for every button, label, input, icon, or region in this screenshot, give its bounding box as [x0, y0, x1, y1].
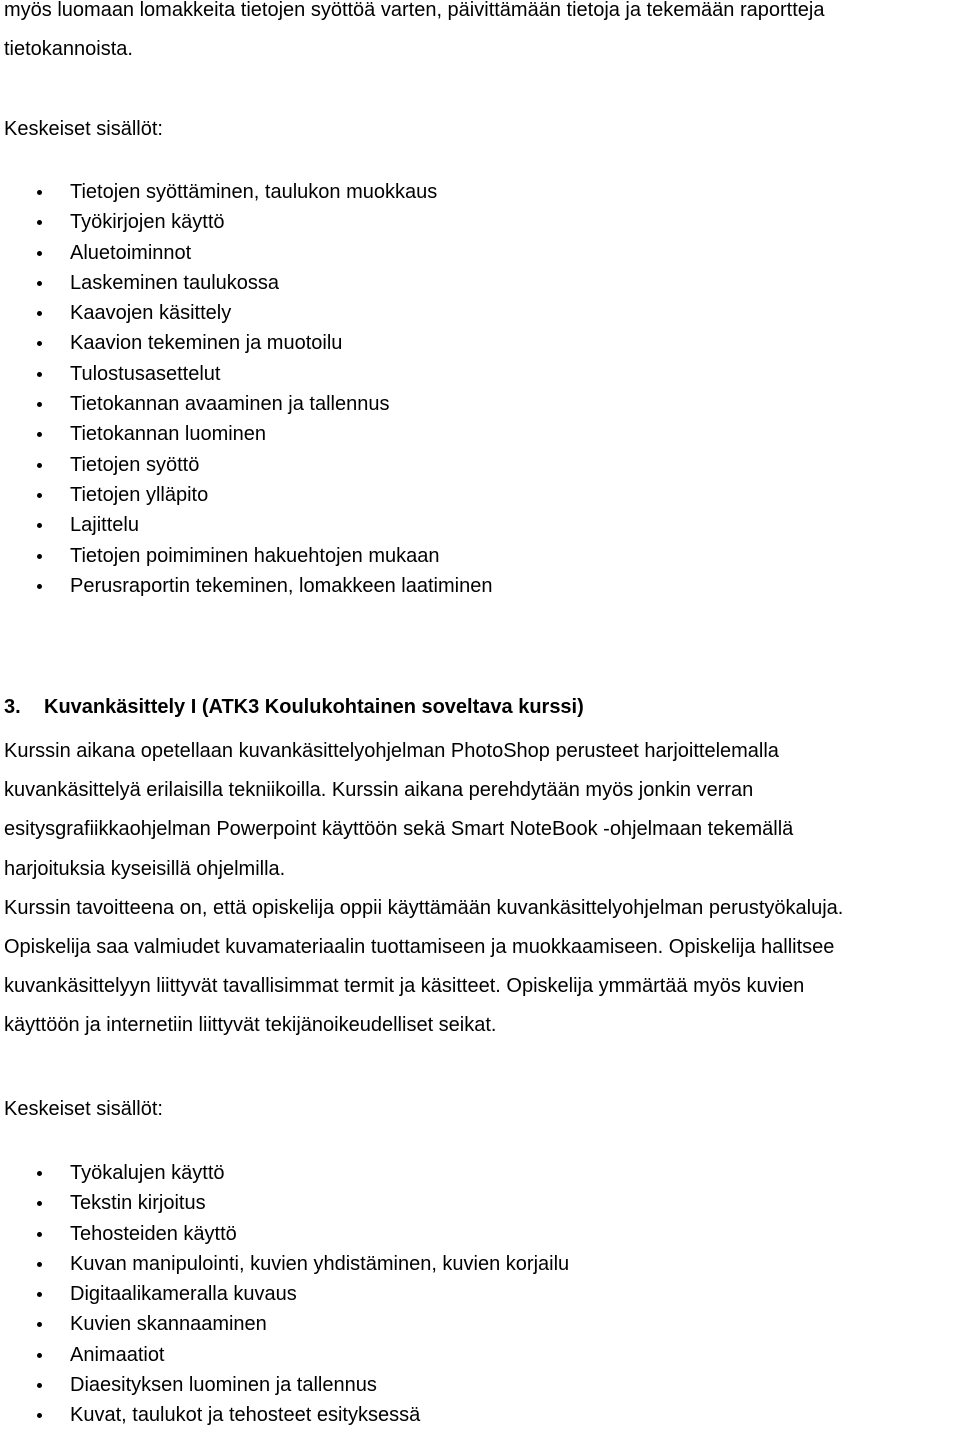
list-item	[0, 1309, 569, 1339]
list-item-text: Tulostusasettelut	[70, 362, 221, 385]
bullet-icon	[37, 463, 42, 468]
list-item	[0, 510, 492, 540]
paragraph-line: Opiskelija saa valmiudet kuvamateriaalin tuottamiseen ja muokkaamiseen. Opiskelija hallitsee	[4, 936, 835, 959]
bullet-icon	[37, 372, 42, 377]
list-item	[0, 571, 492, 601]
list-item	[0, 1340, 569, 1370]
key-contents-label: Keskeiset sisällöt:	[4, 1098, 163, 1120]
list-item-text: Kuvien skannaaminen	[70, 1313, 267, 1336]
list-item-text: Kuvan manipulointi, kuvien yhdistäminen, kuvien korjailu	[70, 1252, 570, 1275]
paragraph-line: Kurssin aikana opetellaan kuvankäsittelyohjelman PhotoShop perusteet harjoittelemalla	[4, 740, 779, 762]
list-item	[0, 328, 492, 358]
intro-paragraph	[4, 0, 956, 69]
list-item	[0, 1188, 569, 1218]
paragraph-line: Kurssin tavoitteena on, että opiskelija oppii käyttämään kuvankäsittelyohjelman perustyökaluja.	[4, 896, 844, 919]
list-item	[0, 1400, 569, 1430]
list-item-text: Tietokannan avaaminen ja tallennus	[70, 393, 390, 416]
bullet-icon	[37, 1201, 42, 1206]
list-item	[0, 541, 492, 571]
course-title: Kuvankäsittely I (ATK3 Koulukohtainen soveltava kurssi)	[44, 696, 584, 718]
list-item-text: Työkirjojen käyttö	[70, 211, 225, 234]
list-item	[0, 298, 492, 328]
list-item	[0, 389, 492, 419]
bullet-icon	[37, 523, 42, 528]
list-item-text: Digitaalikameralla kuvaus	[70, 1283, 297, 1306]
bullet-icon	[37, 1383, 42, 1388]
list-item	[0, 207, 492, 237]
list-item-text: Tehosteiden käyttö	[70, 1222, 237, 1245]
list-item-text: Aluetoiminnot	[70, 241, 192, 264]
list-item-text: Tekstin kirjoitus	[70, 1192, 206, 1215]
key-contents-list	[0, 177, 492, 601]
list-item	[0, 238, 492, 268]
list-item-text: Laskeminen taulukossa	[70, 271, 280, 294]
list-item-text: Tietojen syöttö	[70, 453, 200, 476]
list-item	[0, 1249, 569, 1279]
bullet-icon	[37, 402, 42, 407]
list-item-text: Tietojen poimiminen hakuehtojen mukaan	[70, 544, 440, 567]
bullet-icon	[37, 1232, 42, 1237]
list-item-text: Tietojen ylläpito	[70, 483, 209, 506]
list-item	[0, 359, 492, 389]
course-description	[4, 732, 956, 1046]
bullet-icon	[37, 1413, 42, 1418]
key-contents-list	[0, 1158, 569, 1431]
paragraph-line: esitysgrafiikkaohjelman Powerpoint käyttöön sekä Smart NoteBook -ohjelmaan tekemällä	[4, 818, 794, 841]
bullet-icon	[37, 1262, 42, 1267]
bullet-icon	[37, 281, 42, 286]
list-item	[0, 1219, 569, 1249]
course-number: 3.	[4, 696, 21, 718]
bullet-icon	[37, 311, 42, 316]
list-item-text: Kaavion tekeminen ja muotoilu	[70, 332, 343, 355]
list-item	[0, 1158, 569, 1188]
bullet-icon	[37, 1171, 42, 1176]
bullet-icon	[37, 251, 42, 256]
key-contents-label: Keskeiset sisällöt:	[4, 118, 163, 140]
course-heading	[4, 690, 584, 724]
list-item-text: Lajittelu	[70, 514, 139, 537]
paragraph-line: kuvankäsittelyyn liittyvät tavallisimmat termit ja käsitteet. Opiskelija ymmärtää myös kuvien	[4, 975, 805, 998]
list-item	[0, 268, 492, 298]
list-item-text: Tietokannan luominen	[70, 423, 267, 446]
bullet-icon	[37, 1322, 42, 1327]
paragraph-line: kuvankäsittelyä erilaisilla tekniikoilla. Kurssin aikana perehdytään myös jonkin verran	[4, 779, 754, 802]
list-item-text: Kuvat, taulukot ja tehosteet esityksessä	[70, 1404, 421, 1427]
list-item-text: Tietojen syöttäminen, taulukon muokkaus	[70, 181, 438, 203]
list-item-text: Kaavojen käsittely	[70, 302, 232, 325]
list-item-text: Diaesityksen luominen ja tallennus	[70, 1374, 377, 1397]
paragraph-line: tietokannoista.	[4, 38, 133, 60]
bullet-icon	[37, 493, 42, 498]
list-item-text: Animaatiot	[70, 1343, 165, 1366]
bullet-icon	[37, 584, 42, 589]
list-item	[0, 1370, 569, 1400]
bullet-icon	[37, 220, 42, 225]
list-item	[0, 480, 492, 510]
list-item	[0, 450, 492, 480]
bullet-icon	[37, 432, 42, 437]
paragraph-line: myös luomaan lomakkeita tietojen syöttöä varten, päivittämään tietoja ja tekemään raportteja	[4, 0, 825, 21]
bullet-icon	[37, 554, 42, 559]
list-item	[0, 419, 492, 449]
list-item-text: Työkalujen käyttö	[70, 1162, 225, 1184]
list-item	[0, 177, 492, 207]
paragraph-line: käyttöön ja internetiin liittyvät tekijänoikeudelliset seikat.	[4, 1014, 497, 1037]
bullet-icon	[37, 341, 42, 346]
bullet-icon	[37, 190, 42, 195]
bullet-icon	[37, 1292, 42, 1297]
bullet-icon	[37, 1353, 42, 1358]
paragraph-line: harjoituksia kyseisillä ohjelmilla.	[4, 857, 286, 880]
list-item	[0, 1279, 569, 1309]
list-item-text: Perusraportin tekeminen, lomakkeen laatiminen	[70, 574, 493, 597]
